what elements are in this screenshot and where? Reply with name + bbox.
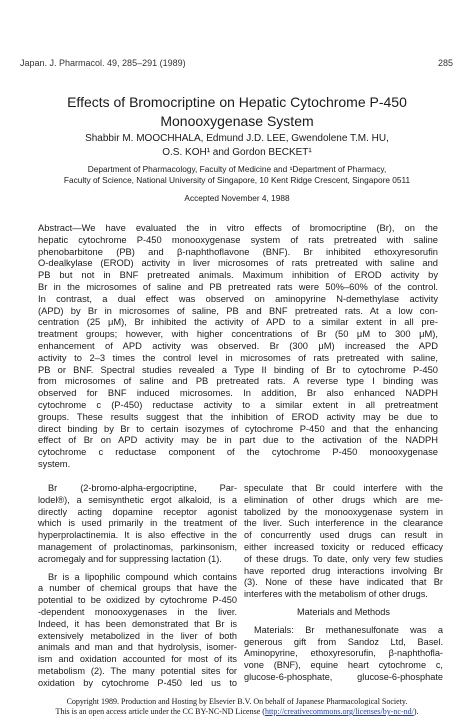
accepted-date: Accepted November 4, 1988 <box>184 193 290 203</box>
body-line: generous gift from Sandoz Ltd, Basel. <box>244 636 443 647</box>
body-line: lodel®), a semisynthetic ergot alkaloid, is a <box>38 494 237 505</box>
abstract-line: phenobarbitone (PB) and β-naphthoflavone (BNF). Br inhibited ethoxyresorufin <box>38 246 438 257</box>
body-line: directly acting dopamine receptor agonist <box>38 506 237 517</box>
body-line: Br is a lipophilic compound which contains <box>48 571 237 582</box>
abstract-line: cytochrome c reductase component of the cytochrome P-450 monooxygenase <box>38 447 438 458</box>
abstract-line: (APD) by Br in microsomes of saline, PB and BNF pretreated rats. At a low con- <box>38 305 438 316</box>
body-line: which is used primarily in the treatment of <box>38 518 237 529</box>
body-line: ism and oxidation accounted for most of its <box>38 654 237 665</box>
body-line: management of prolactinomas, parkinsonism, <box>38 541 237 552</box>
affiliation-line: Faculty of Science, National University of Singapore, 10 Kent Ridge Crescent, Singapore 0511 <box>63 175 411 185</box>
license-link[interactable]: http://creativecommons.org/licenses/by-nc-nd/ <box>264 707 414 716</box>
license-prefix: This is an open access article under the CC BY-NC-ND License ( <box>55 707 265 716</box>
abstract-line: effect of Br on APD activity may be in part due to the activation of the NADPH <box>38 435 438 446</box>
abstract-line: activity to 2–3 times the control level in microsomes of rats pretreated with saline, <box>38 352 438 363</box>
body-line: acromegaly and for suppressing lactation (1). <box>38 553 222 564</box>
body-column-left <box>38 483 237 690</box>
body-line: oxidation by cytochrome P-450 led us to <box>38 677 237 688</box>
affiliation-line: Department of Pharmacology, Faculty of Medicine and ¹Department of Pharmacy, <box>87 164 387 174</box>
abstract-line: system. <box>38 458 71 469</box>
abstract-line: O-dealkylase (EROD) activity in liver microsomes of rats pretreated with saline and <box>38 258 438 269</box>
body-line: the liver. Such interference in the clearance <box>244 518 443 529</box>
body-line: of concurrently used drugs can result in <box>244 530 443 541</box>
abstract-line: direct binding by Br to certain isozymes of cytochrome P-450 and that the enhancing <box>38 423 438 434</box>
body-line: hyperprolactinemia. It is also effective in the <box>38 530 237 541</box>
body-line: Aminopyrine, ethoxyresorufin, β-naphthofla- <box>244 648 443 659</box>
body-line: (3). None of these have indicated that Br <box>244 577 443 588</box>
license-suffix: ). <box>413 707 419 716</box>
body-line: either increased toxicity or reduced efficacy <box>244 541 443 552</box>
body-column-right <box>244 483 443 684</box>
body-line: -dependent monooxygenases in the liver. <box>38 606 237 617</box>
body-line: glucose-6-phosphate, glucose-6-phosphate <box>244 671 443 682</box>
abstract-line: cytochrome c (P-450) reductase activity to a similar extent in all pretreatment <box>38 399 438 410</box>
abstract-line: centration (25 μM), Br inhibited the activity of APD to a similar extent in all pre- <box>38 317 438 328</box>
body-line: Br (2-bromo-alpha-ergocriptine, Par- <box>48 483 237 493</box>
abstract-line: Br in the microsomes of saline and PB pretreated rats were 50%–60% of the control. <box>38 281 438 292</box>
body-line: animals and man and that hydrolysis, isomer- <box>38 642 237 653</box>
title-line: Monooxygenase System <box>160 113 314 129</box>
body-line: interferes with the metabolism of other drugs. <box>244 589 428 600</box>
abstract-line: observed for BNF induced microsomes. In addition, Br also enhanced NADPH <box>38 388 438 399</box>
abstract-line: hepatic cytochrome P-450 monooxygenase system of rats pretreated with saline <box>38 234 438 245</box>
abstract-line: PB or BNF. Spectral studies revealed a Type II binding of Br to cytochrome P-450 <box>38 364 438 375</box>
body-line: vone (BNF), equine heart cytochrome c, <box>244 660 443 671</box>
body-line: a number of chemical groups that have the <box>38 583 237 594</box>
abstract-line: from microsomes of saline and PB pretreated rats. A reverse type I binding was <box>38 376 438 387</box>
body-line: potential to be oxidized by cytochrome P-450 <box>38 595 237 606</box>
copyright-line: Copyright 1989. Production and Hosting by Elsevier B.V. On behalf of Japanese Pharmacological Society. <box>66 697 408 706</box>
abstract-line: In contrast, a dual effect was observed on aminopyrine N-demethylase activity <box>38 293 438 304</box>
abstract <box>38 223 438 471</box>
body-line: speculate that Br could interfere with the <box>244 483 443 493</box>
body-line: of these drugs. To date, only very few studies <box>244 553 443 564</box>
abstract-line: PB but not in BNF pretreated animals. Maximum inhibition of EROD activity by <box>38 270 438 281</box>
body-line: metabolism (2). The many potential sites for <box>38 665 237 676</box>
body-line: have reported drug interactions involving Br <box>244 565 443 576</box>
license-line <box>0 707 474 717</box>
abstract-line: enhancement of APD activity was observed. Br (300 μM) increased the APD <box>38 340 438 351</box>
affiliation <box>0 164 474 186</box>
journal-citation: Japan. J. Pharmacol. 49, 285–291 (1989) <box>20 58 186 68</box>
author-list <box>0 132 474 160</box>
body-line: Materials: Br methanesulfonate was a <box>254 624 443 635</box>
author-line: O.S. KOH¹ and Gordon BECKET¹ <box>162 147 312 158</box>
copyright-footer <box>0 697 474 717</box>
body-line: tabolized by the monooxygenase system in <box>244 506 443 517</box>
title-line: Effects of Bromocriptine on Hepatic Cytochrome P-450 <box>67 94 407 110</box>
abstract-line: treatment groups; however, with higher concentrations of Br (50 μM to 300 μM), <box>38 329 438 340</box>
body-line: Indeed, it has been demonstrated that Br is <box>38 618 237 629</box>
body-line: extensively metabolized in the liver of both <box>38 630 237 641</box>
section-heading: Materials and Methods <box>297 606 390 617</box>
page-number: 285 <box>437 58 453 68</box>
abstract-line: Abstract—We have evaluated the in vitro effects of bromocriptine (Br), on the <box>38 223 438 233</box>
author-line: Shabbir M. MOOCHHALA, Edmund J.D. LEE, Gwendolene T.M. HU, <box>85 133 389 144</box>
article-title <box>0 93 474 131</box>
body-line: elimination of other drugs which are me- <box>244 494 443 505</box>
abstract-line: groups. These results suggest that the inhibition of EROD activity may be due to <box>38 411 438 422</box>
